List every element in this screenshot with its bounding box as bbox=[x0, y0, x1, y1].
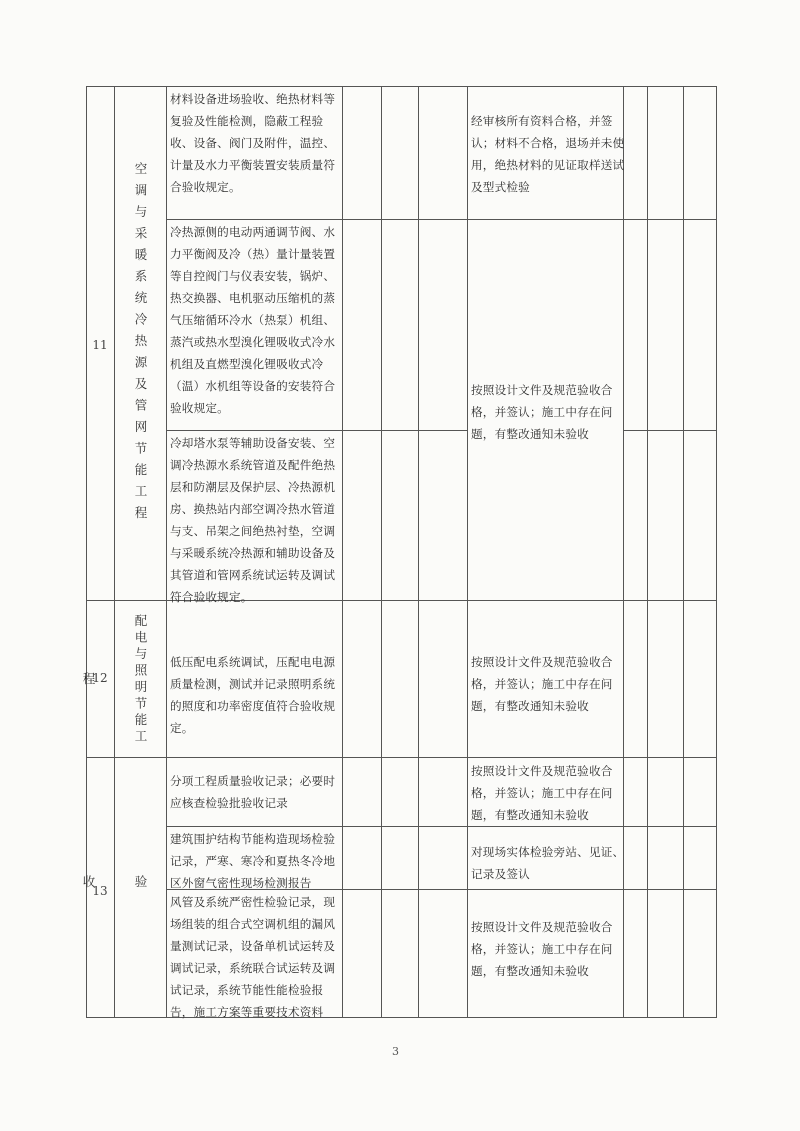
col-divider bbox=[381, 86, 382, 1018]
row-content: 冷热源侧的电动两通调节阀、水力平衡阀及冷（热）量计量装置等自控阀门与仪表安装，锅炉、热交换器、电机驱动压缩机的蒸气压缩循环冷水（热泵）机组、蒸汽或热水型溴化锂吸收式冷水机组及直燃型溴化锂吸收式冷（温）水机组等设备的安装符合验收规定。 bbox=[170, 225, 336, 415]
col-divider bbox=[342, 86, 343, 1018]
row-item-title: 空调与采暖系统冷热源及管网节能工程 bbox=[133, 162, 148, 528]
row-content: 低压配电系统调试，压配电电源质量检测，测试并记录照明系统的照度和功率密度值符合验收规定。 bbox=[170, 655, 336, 735]
row-remark: 经审核所有资料合格，并签认；材料不合格，退场并未使用，绝热材料的见证取样送试及型式检验 bbox=[471, 114, 625, 194]
row-number: 13 bbox=[92, 884, 108, 898]
row-content: 材料设备进场验收、绝热材料等复验及性能检测，隐蔽工程验收、设备、阀门及附件，温控、计量及水力平衡装置安装质量符合验收规定。 bbox=[170, 92, 336, 194]
row-item-title: 配电与照明节能工程 bbox=[81, 614, 148, 746]
row-remark: 按照设计文件及规范验收合格，并签认；施工中存在问题，有整改通知未验收 bbox=[471, 920, 613, 978]
row-content: 建筑围护结构节能构造现场检验记录，严寒、寒冷和夏热冬冷地区外窗气密性现场检测报告 bbox=[170, 832, 336, 890]
row-remark: 按照设计文件及规范验收合格，并签认；施工中存在问题，有整改通知未验收 bbox=[471, 764, 613, 822]
row-remark: 按照设计文件及规范验收合格，并签认；施工中存在问题，有整改通知未验收 bbox=[471, 655, 613, 713]
row-item-title: 验收 bbox=[81, 874, 148, 906]
row-divider bbox=[86, 757, 717, 758]
subrow-divider bbox=[623, 430, 717, 431]
row-content: 分项工程质量验收记录；必要时应核查检验批验收记录 bbox=[170, 774, 336, 810]
row-content: 冷却塔水泵等辅助设备安装、空调冷热源水系统管道及配件绝热层和防潮层及保护层、冷热源机房、换热站内部空调冷热水管道与支、吊架之间绝热衬垫，空调与采暖系统冷热源和辅助设备及其管道和管网系统试运转及调试符合验收规定。 bbox=[170, 436, 336, 604]
col-divider bbox=[683, 86, 684, 1018]
row-remark: 对现场实体检验旁站、见证、记录及签认 bbox=[471, 845, 625, 881]
row-number: 12 bbox=[92, 671, 108, 685]
col-divider bbox=[166, 86, 167, 1018]
col-divider bbox=[418, 86, 419, 1018]
row-content: 风管及系统严密性检验记录，现场组装的组合式空调机组的漏风量测试记录，设备单机试运转及调试记录，系统联合试运转及调试记录，系统节能性能检验报告，施工方案等重要技术资料 bbox=[170, 895, 336, 1019]
table-border-right bbox=[716, 86, 717, 1018]
col-divider bbox=[467, 86, 468, 1018]
col-divider bbox=[647, 86, 648, 1018]
page-number: 3 bbox=[392, 1045, 399, 1058]
row-remark: 按照设计文件及规范验收合格，并签认；施工中存在问题，有整改通知未验收 bbox=[471, 383, 613, 441]
row-number: 11 bbox=[92, 338, 108, 352]
